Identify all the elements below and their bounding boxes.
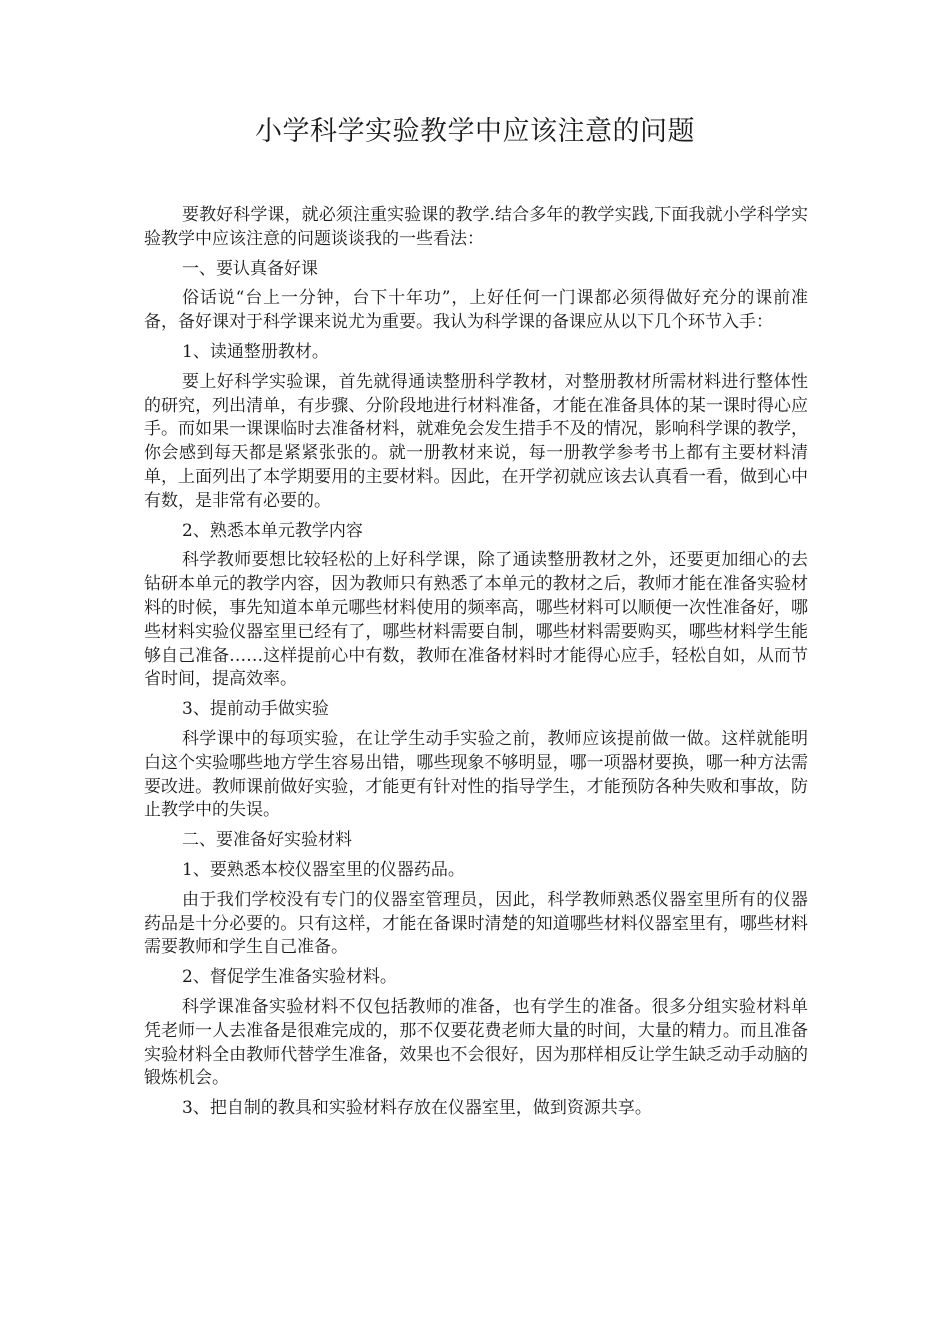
subsection-heading-2-2: 2、督促学生准备实验材料。 <box>182 967 397 988</box>
body-paragraph: 由于我们学校没有专门的仪器室管理员，因此，科学教师熟悉仪器室里所有的仪器药品是十分必要的。只有这样，才能在备课时清楚的知道哪些材料仪器室里有，哪些材料需要教师和学生自己准备。 <box>144 889 808 958</box>
body-paragraph: 科学课中的每项实验，在让学生动手实验之前，教师应该提前做一做。这样就能明白这个实验哪些地方学生容易出错，哪些现象不够明显，哪一项器材要换，哪一种方法需要改进。教师课前做好实验，才能更有针对性的指导学生，才能预防各种失败和事故，防止教学中的失误。 <box>144 728 808 821</box>
subsection-heading-2-1: 1、要熟悉本校仪器室里的仪器药品。 <box>182 859 465 880</box>
section-heading-2: 二、要准备好实验材料 <box>182 830 352 851</box>
body-paragraph: 科学课准备实验材料不仅包括教师的准备，也有学生的准备。很多分组实验材料单凭老师一人去准备是很难完成的，那不仅要花费老师大量的时间，大量的精力。而且准备实验材料全由教师代替学生准备，效果也不会很好，因为那样相反让学生缺乏动手动脑的锻炼机会。 <box>144 996 808 1089</box>
body-paragraph: 要上好科学实验课，首先就得通读整册科学教材，对整册教材所需材料进行整体性的研究，列出清单，有步骤、分阶段地进行材料准备，才能在准备具体的某一课时得心应手。而如果一课课临时去准备材料，就难免会发生措手不及的情况，影响科学课的教学，你会感到每天都是紧紧张张的。就一册教材来说，每一册教学参考书上都有主要材料清单，上面列出了本学期要用的主要材料。因此，在开学初就应该去认真看一看，做到心中有数，是非常有必要的。 <box>144 371 808 511</box>
subsection-heading-1-2: 2、熟悉本单元教学内容 <box>182 520 363 541</box>
subsection-heading-2-3: 3、把自制的教具和实验材料存放在仪器室里，做到资源共享。 <box>182 1098 652 1119</box>
document-body <box>144 204 808 1121</box>
body-paragraph: 科学教师要想比较轻松的上好科学课，除了通读整册教材之外，还要更加细心的去钻研本单元的教学内容，因为教师只有熟悉了本单元的教材之后，教师才能在准备实验材料的时候，事先知道本单元哪些材料使用的频率高，哪些材料可以顺便一次性准备好，哪些材料实验仪器室里已经有了，哪些材料需要自制，哪些材料需要购买，哪些材料学生能够自己准备……这样提前心中有数，教师在准备材料时才能得心应手，轻松自如，从而节省时间，提高效率。 <box>144 550 808 690</box>
section-heading-1: 一、要认真备好课 <box>182 258 318 279</box>
subsection-heading-1-3: 3、提前动手做实验 <box>182 699 329 720</box>
document-title: 小学科学实验教学中应该注意的问题 <box>255 116 695 147</box>
intro-paragraph: 要教好科学课，就必须注重实验课的教学.结合多年的教学实践,下面我就小学科学实验教学中应该注意的问题谈谈我的一些看法： <box>144 205 808 249</box>
subsection-heading-1-1: 1、读通整册教材。 <box>182 341 329 362</box>
body-paragraph: 俗话说“台上一分钟，台下十年功”，上好任何一门课都必须得做好充分的课前准备，备好课对于科学课来说尤为重要。我认为科学课的备课应从以下几个环节入手： <box>144 288 808 333</box>
